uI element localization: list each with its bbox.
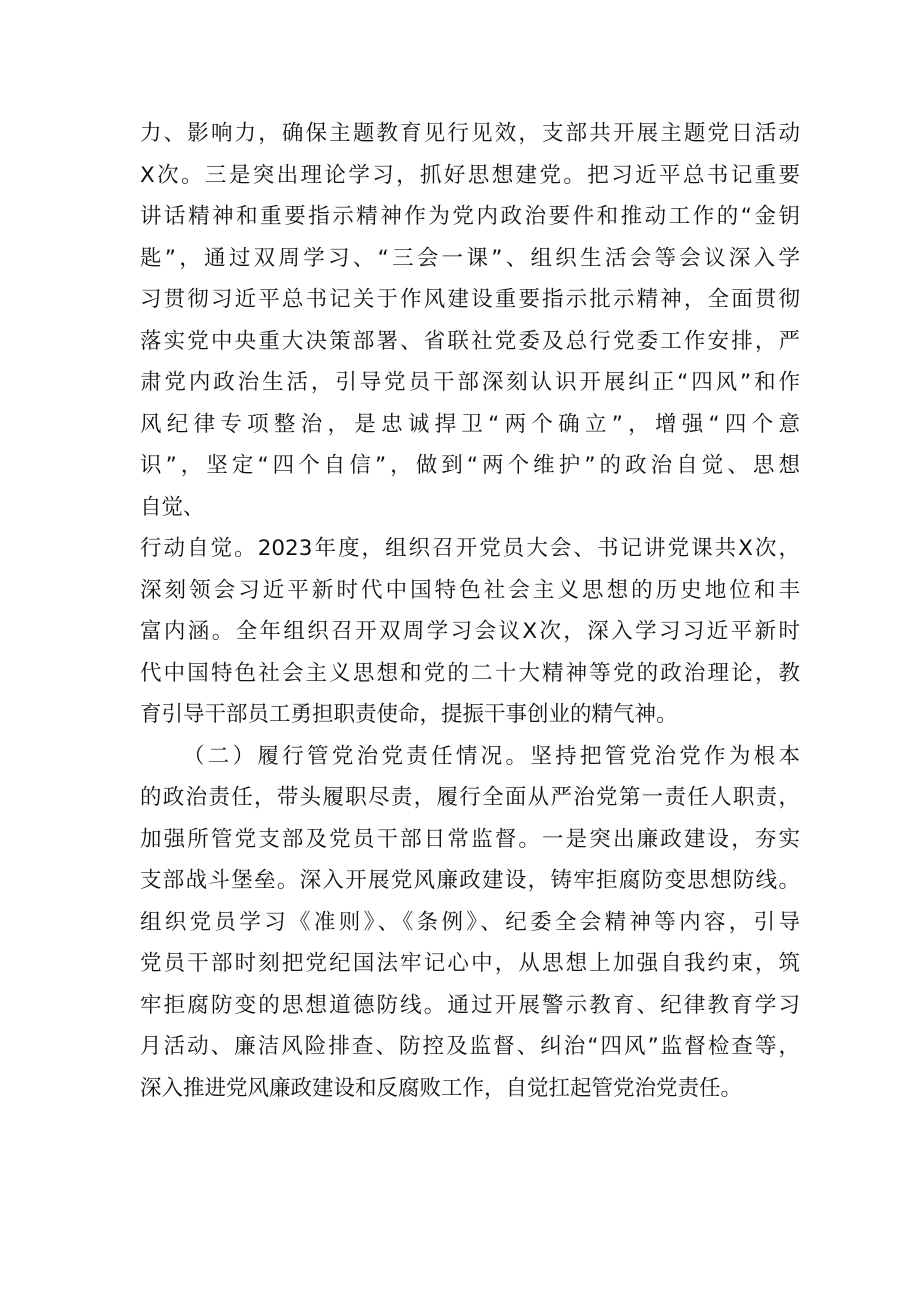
text-line: 支部战斗堡垒。深入开展党风廉政建设，铸牢拒腐防变思想防线。 [140,868,800,893]
text-line: 代中国特色社会主义思想和党的二十大精神等党的政治理论，教 [140,660,800,686]
text-line: 风纪律专项整治，是忠诚捍卫“两个确立”，增强“四个意 [140,411,800,437]
document-body [140,113,800,1109]
text-line: 富内涵。全年组织召开双周学习会议X次，深入学习习近平新时 [140,619,800,644]
text-line: 牢拒腐防变的思想道德防线。通过开展警示教育、纪律教育学习 [140,992,800,1018]
text-line: 识”，坚定“四个自信”，做到“两个维护”的政治自觉、思想 [140,453,800,478]
text-line: 行动自觉。2023年度，组织召开党员大会、书记讲党课共X次， [140,536,800,561]
text-line: 育引导干部员工勇担职责使命，提振干事创业的精气神。 [140,702,678,727]
text-line: 力、影响力，确保主题教育见行见效，支部共开展主题党日活动 [140,121,800,146]
text-line: 匙”，通过双周学习、“三会一课”、组织生活会等会议深入学 [140,245,800,271]
text-line: 月活动、廉洁风险排查、防控及监督、纠治“四风”监督检查等， [140,1034,800,1059]
text-line: 的政治责任，带头履职尽责，履行全面从严治党第一责任人职责， [140,785,800,810]
text-line: 深入推进党风廉政建设和反腐败工作，自觉扛起管党治党责任。 [140,1075,743,1101]
text-line: 讲话精神和重要指示精神作为党内政治要件和推动工作的“金钥 [140,204,800,229]
text-line: 落实党中央重大决策部署、省联社党委及总行党委工作安排，严 [140,328,800,354]
paragraph-p1 [140,113,800,528]
text-line: 党员干部时刻把党纪国法牢记心中，从思想上加强自我约束，筑 [140,951,800,976]
paragraph-p3 [140,736,800,1110]
text-line: 肃党内政治生活，引导党员干部深刻认识开展纠正“四风”和作 [140,370,800,395]
text-line: 组织党员学习《准则》、《条例》、纪委全会精神等内容，引导 [140,909,800,935]
text-line: 习贯彻习近平总书记关于作风建设重要指示批示精神，全面贯彻 [140,287,800,312]
text-line: 加强所管党支部及党员干部日常监督。一是突出廉政建设，夯实 [140,826,800,852]
text-line: （二）履行管党治党责任情况。坚持把管党治党作为根本 [183,743,800,769]
text-line: 深刻领会习近平新时代中国特色社会主义思想的历史地位和丰 [140,577,800,603]
text-line: X次。三是突出理论学习，抓好思想建党。把习近平总书记重要 [140,162,800,188]
text-line: 自觉、 [140,494,205,520]
paragraph-p2 [140,528,800,736]
